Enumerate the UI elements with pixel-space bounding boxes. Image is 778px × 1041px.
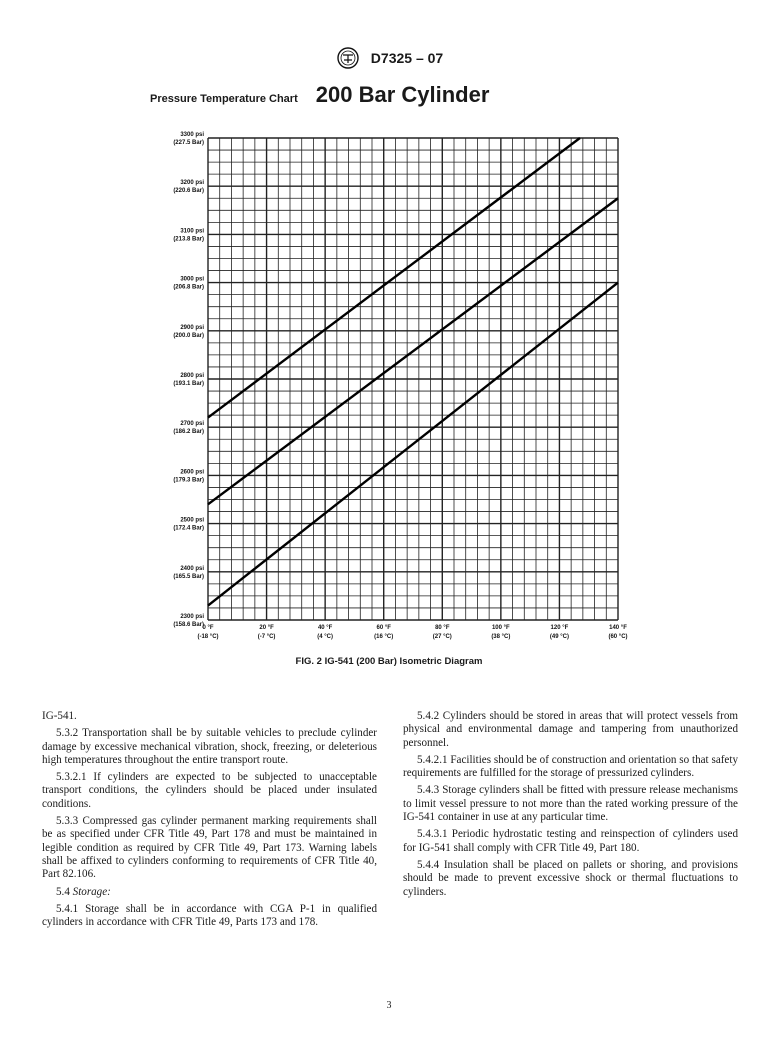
- y-tick-bar: (193.1 Bar): [173, 381, 204, 387]
- y-tick-bar: (220.6 Bar): [173, 188, 204, 195]
- x-tick-celsius: (38 °C): [491, 634, 511, 640]
- section-title: Storage:: [72, 885, 111, 898]
- y-tick-psi: 2700 psi: [180, 421, 204, 428]
- x-tick-celsius: (-18 °C): [197, 634, 219, 640]
- paragraph: 5.4.3.1 Periodic hydrostatic testing and reinspection of cylinders used for IG-541 shall comply with CFR Title 49, Part 180.: [403, 828, 738, 854]
- y-tick-bar: (165.5 Bar): [173, 573, 204, 580]
- standard-designation: D7325 – 07: [370, 50, 444, 66]
- left-text-column: [42, 710, 377, 933]
- paragraph: 5.4.2.1 Facilities should be of construction and orientation so that safety requirements are fulfilled for the storage of pressurized cylinders.: [403, 753, 738, 780]
- paragraph: 5.4.4 Insulation shall be placed on pallets or shoring, and provisions should be made to prevent excessive shock or thermal fluctuations to cylinders.: [403, 858, 738, 898]
- series-line-2: [208, 198, 618, 504]
- y-tick-psi: 2500 psi: [180, 517, 204, 524]
- y-tick-psi: 3000 psi: [180, 276, 204, 283]
- x-tick-fahrenheit: 120 °F: [550, 625, 569, 631]
- x-tick-fahrenheit: 60 °F: [376, 625, 391, 631]
- y-tick-bar: (179.3 Bar): [173, 477, 204, 484]
- x-tick-fahrenheit: 80 °F: [435, 625, 450, 631]
- y-tick-bar: (200.0 Bar): [173, 332, 204, 339]
- y-tick-bar: (213.8 Bar): [173, 236, 204, 243]
- x-tick-fahrenheit: 0 °F: [202, 625, 214, 631]
- y-tick-bar: (172.4 Bar): [173, 525, 204, 532]
- paragraph: 5.3.3 Compressed gas cylinder permanent marking requirements shall be as specified under CFR Title 49, Part 178 and must be maintained in legible condition as required by CFR Title 49, Part 173. Warning labels shall be affixed to cylinders conforming to requirements of CFR Title 40, Part 82.106.: [42, 815, 377, 881]
- section-number: 5.4: [56, 885, 73, 898]
- chart-left-title: Pressure Temperature Chart: [150, 93, 298, 105]
- section-heading: [42, 886, 377, 899]
- chart-grid: [208, 138, 618, 620]
- x-tick-celsius: (60 °C): [608, 634, 628, 640]
- x-tick-fahrenheit: 140 °F: [609, 625, 627, 631]
- paragraph: 5.4.1 Storage shall be in accordance with CGA P-1 in qualified cylinders in accordance with CFR Title 49, Parts 173 and 178.: [42, 902, 377, 929]
- y-tick-psi: 2800 psi: [180, 373, 204, 379]
- paragraph: IG-541.: [42, 710, 77, 722]
- y-tick-psi: 3200 psi: [180, 180, 204, 187]
- y-tick-psi: 2900 psi: [180, 324, 204, 331]
- y-tick-psi: 3100 psi: [180, 228, 204, 235]
- chart-right-title: 200 Bar Cylinder: [315, 82, 490, 107]
- x-tick-celsius: (27 °C): [432, 634, 452, 640]
- x-tick-celsius: (4 °C): [317, 634, 334, 640]
- x-tick-fahrenheit: 100 °F: [491, 625, 510, 631]
- document-header: [0, 47, 778, 69]
- right-text-column: [403, 710, 738, 903]
- x-tick-celsius: (-7 °C): [257, 634, 276, 640]
- y-tick-psi: 2600 psi: [180, 469, 204, 476]
- y-tick-bar: (158.6 Bar): [173, 622, 204, 628]
- page-number: 3: [386, 1000, 392, 1011]
- y-tick-psi: 2300 psi: [180, 614, 204, 620]
- x-tick-celsius: (16 °C): [374, 634, 394, 640]
- y-tick-bar: (227.5 Bar): [173, 140, 204, 146]
- x-axis-ticks: [197, 625, 627, 640]
- x-tick-fahrenheit: 20 °F: [259, 625, 274, 631]
- paragraph: 5.4.3 Storage cylinders shall be fitted with pressure release mechanisms to limit vessel pressure to not more than the rated working pressure of the IG-541 container in use at any particular time.: [403, 784, 738, 824]
- x-tick-celsius: (49 °C): [549, 634, 569, 640]
- y-tick-psi: 2400 psi: [180, 565, 204, 572]
- chart-heading: [150, 82, 489, 108]
- figure-caption: FIG. 2 IG-541 (200 Bar) Isometric Diagram: [295, 656, 483, 667]
- paragraph: 5.3.2 Transportation shall be by suitable vehicles to preclude cylinder damage by excessive mechanical vibration, shock, freezing, or deleterious high temperatures throughout the entire transport route.: [42, 727, 377, 766]
- astm-logo-icon: [335, 47, 361, 69]
- y-tick-bar: (186.2 Bar): [173, 429, 204, 436]
- paragraph: 5.3.2.1 If cylinders are expected to be subjected to unacceptable transport conditions, the cylinders should be placed under insulated conditions.: [42, 771, 377, 810]
- pressure-temperature-chart: [150, 128, 640, 653]
- x-tick-fahrenheit: 40 °F: [317, 625, 333, 631]
- y-tick-bar: (206.8 Bar): [173, 284, 204, 291]
- paragraph: 5.4.2 Cylinders should be stored in areas that will protect vessels from physical and environmental damage and tampering from unauthorized personnel.: [403, 710, 738, 749]
- y-axis-ticks: [173, 132, 204, 628]
- y-tick-psi: 3300 psi: [180, 132, 204, 138]
